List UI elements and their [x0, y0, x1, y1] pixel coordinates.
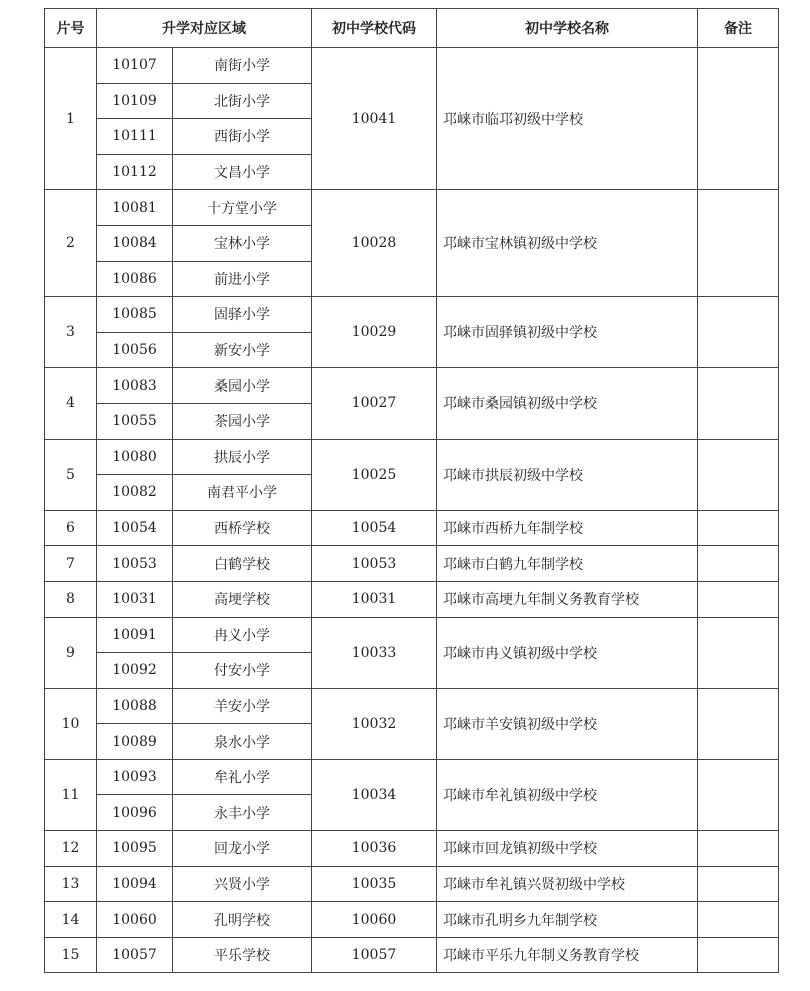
- remark-cell: [698, 688, 779, 759]
- primary-school-name: 兴贤小学: [173, 866, 312, 902]
- primary-school-code: 10109: [97, 83, 173, 119]
- middle-school-code: 10034: [312, 759, 437, 830]
- primary-school-code: 10111: [97, 119, 173, 155]
- remark-cell: [698, 902, 779, 938]
- primary-school-name: 南君平小学: [173, 475, 312, 511]
- middle-school-code: 10035: [312, 866, 437, 902]
- middle-school-code: 10041: [312, 48, 437, 190]
- middle-school-code: 10025: [312, 439, 437, 510]
- primary-school-name: 牟礼小学: [173, 759, 312, 795]
- primary-school-name: 永丰小学: [173, 795, 312, 831]
- primary-school-name: 泉水小学: [173, 724, 312, 760]
- piece-number: 2: [45, 190, 97, 297]
- primary-school-code: 10031: [97, 581, 173, 617]
- piece-number: 12: [45, 831, 97, 867]
- primary-school-code: 10083: [97, 368, 173, 404]
- piece-number: 9: [45, 617, 97, 688]
- remark-cell: [698, 866, 779, 902]
- primary-school-code: 10080: [97, 439, 173, 475]
- middle-school-name: 邛崃市冉义镇初级中学校: [437, 617, 698, 688]
- primary-school-name: 付安小学: [173, 653, 312, 689]
- header-piece: 片号: [45, 9, 97, 48]
- middle-school-code: 10031: [312, 581, 437, 617]
- primary-school-name: 西街小学: [173, 119, 312, 155]
- remark-cell: [698, 510, 779, 546]
- remark-cell: [698, 48, 779, 190]
- table-row: [45, 510, 779, 546]
- primary-school-name: 桑园小学: [173, 368, 312, 404]
- middle-school-code: 10036: [312, 831, 437, 867]
- table-row: [45, 617, 779, 653]
- primary-school-name: 前进小学: [173, 261, 312, 297]
- piece-number: 4: [45, 368, 97, 439]
- table-body: [45, 48, 779, 973]
- primary-school-name: 高埂学校: [173, 581, 312, 617]
- middle-school-code: 10053: [312, 546, 437, 582]
- primary-school-code: 10107: [97, 48, 173, 84]
- primary-school-name: 新安小学: [173, 332, 312, 368]
- primary-school-name: 冉义小学: [173, 617, 312, 653]
- middle-school-code: 10054: [312, 510, 437, 546]
- primary-school-name: 茶园小学: [173, 403, 312, 439]
- middle-school-name: 邛崃市固驿镇初级中学校: [437, 297, 698, 368]
- middle-school-name: 邛崃市牟礼镇初级中学校: [437, 759, 698, 830]
- primary-school-code: 10084: [97, 225, 173, 261]
- middle-school-name: 邛崃市牟礼镇兴贤初级中学校: [437, 866, 698, 902]
- header-region: 升学对应区域: [97, 9, 312, 48]
- middle-school-code: 10057: [312, 937, 437, 973]
- table-row: [45, 688, 779, 724]
- piece-number: 11: [45, 759, 97, 830]
- table-row: [45, 866, 779, 902]
- middle-school-code: 10028: [312, 190, 437, 297]
- table-row: [45, 546, 779, 582]
- table-row: [45, 297, 779, 333]
- primary-school-code: 10095: [97, 831, 173, 867]
- middle-school-code: 10060: [312, 902, 437, 938]
- primary-school-code: 10092: [97, 653, 173, 689]
- remark-cell: [698, 190, 779, 297]
- piece-number: 1: [45, 48, 97, 190]
- header-remark: 备注: [698, 9, 779, 48]
- primary-school-code: 10053: [97, 546, 173, 582]
- primary-school-code: 10088: [97, 688, 173, 724]
- primary-school-name: 白鹤学校: [173, 546, 312, 582]
- primary-school-code: 10096: [97, 795, 173, 831]
- primary-school-code: 10082: [97, 475, 173, 511]
- primary-school-name: 西桥学校: [173, 510, 312, 546]
- table-row: [45, 48, 779, 84]
- primary-school-code: 10057: [97, 937, 173, 973]
- remark-cell: [698, 617, 779, 688]
- primary-school-code: 10094: [97, 866, 173, 902]
- piece-number: 14: [45, 902, 97, 938]
- piece-number: 15: [45, 937, 97, 973]
- remark-cell: [698, 368, 779, 439]
- primary-school-code: 10054: [97, 510, 173, 546]
- piece-number: 5: [45, 439, 97, 510]
- primary-school-code: 10060: [97, 902, 173, 938]
- piece-number: 7: [45, 546, 97, 582]
- middle-school-name: 邛崃市临邛初级中学校: [437, 48, 698, 190]
- header-middle-code: 初中学校代码: [312, 9, 437, 48]
- table-row: [45, 368, 779, 404]
- middle-school-name: 邛崃市西桥九年制学校: [437, 510, 698, 546]
- middle-school-name: 邛崃市白鹤九年制学校: [437, 546, 698, 582]
- piece-number: 13: [45, 866, 97, 902]
- table-row: [45, 190, 779, 226]
- primary-school-name: 固驿小学: [173, 297, 312, 333]
- piece-number: 8: [45, 581, 97, 617]
- primary-school-code: 10085: [97, 297, 173, 333]
- primary-school-name: 拱辰小学: [173, 439, 312, 475]
- primary-school-code: 10055: [97, 403, 173, 439]
- middle-school-name: 邛崃市高埂九年制义务教育学校: [437, 581, 698, 617]
- header-middle-name: 初中学校名称: [437, 9, 698, 48]
- piece-number: 3: [45, 297, 97, 368]
- table-row: [45, 831, 779, 867]
- primary-school-name: 北街小学: [173, 83, 312, 119]
- table-row: [45, 581, 779, 617]
- primary-school-code: 10081: [97, 190, 173, 226]
- school-assignment-table: [44, 8, 779, 973]
- primary-school-name: 平乐学校: [173, 937, 312, 973]
- primary-school-name: 南街小学: [173, 48, 312, 84]
- primary-school-code: 10093: [97, 759, 173, 795]
- remark-cell: [698, 297, 779, 368]
- primary-school-code: 10089: [97, 724, 173, 760]
- primary-school-code: 10091: [97, 617, 173, 653]
- header-row: [45, 9, 779, 48]
- middle-school-name: 邛崃市宝林镇初级中学校: [437, 190, 698, 297]
- middle-school-name: 邛崃市平乐九年制义务教育学校: [437, 937, 698, 973]
- primary-school-code: 10056: [97, 332, 173, 368]
- table-row: [45, 759, 779, 795]
- remark-cell: [698, 439, 779, 510]
- middle-school-name: 邛崃市桑园镇初级中学校: [437, 368, 698, 439]
- remark-cell: [698, 937, 779, 973]
- table-row: [45, 902, 779, 938]
- primary-school-name: 十方堂小学: [173, 190, 312, 226]
- primary-school-name: 羊安小学: [173, 688, 312, 724]
- piece-number: 6: [45, 510, 97, 546]
- table-row: [45, 439, 779, 475]
- middle-school-name: 邛崃市回龙镇初级中学校: [437, 831, 698, 867]
- middle-school-code: 10027: [312, 368, 437, 439]
- remark-cell: [698, 581, 779, 617]
- primary-school-code: 10086: [97, 261, 173, 297]
- remark-cell: [698, 831, 779, 867]
- middle-school-name: 邛崃市拱辰初级中学校: [437, 439, 698, 510]
- primary-school-name: 回龙小学: [173, 831, 312, 867]
- middle-school-code: 10033: [312, 617, 437, 688]
- middle-school-code: 10029: [312, 297, 437, 368]
- primary-school-code: 10112: [97, 154, 173, 190]
- middle-school-name: 邛崃市孔明乡九年制学校: [437, 902, 698, 938]
- middle-school-code: 10032: [312, 688, 437, 759]
- primary-school-name: 孔明学校: [173, 902, 312, 938]
- middle-school-name: 邛崃市羊安镇初级中学校: [437, 688, 698, 759]
- primary-school-name: 宝林小学: [173, 225, 312, 261]
- remark-cell: [698, 759, 779, 830]
- table-row: [45, 937, 779, 973]
- piece-number: 10: [45, 688, 97, 759]
- remark-cell: [698, 546, 779, 582]
- primary-school-name: 文昌小学: [173, 154, 312, 190]
